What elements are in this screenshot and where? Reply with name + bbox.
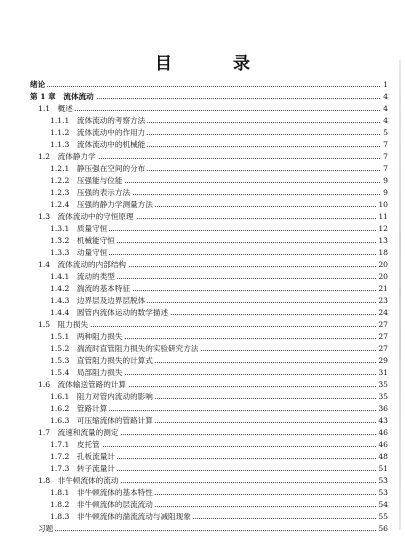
toc-entry bbox=[0, 343, 405, 355]
toc-entry-title: 1.6.3 可压缩流体的管路计算 bbox=[50, 416, 153, 425]
toc-entry-page: 46 bbox=[378, 440, 388, 449]
toc-entry-title: 1.7.3 转子流量计 bbox=[50, 464, 115, 473]
toc-entry bbox=[0, 523, 405, 535]
toc-entry-page: 46 bbox=[378, 428, 388, 437]
toc-entry-page: 4 bbox=[383, 104, 388, 113]
toc-entry-page: 51 bbox=[378, 464, 388, 473]
toc-entry-page: 1 bbox=[383, 80, 388, 89]
toc-entry-page: 29 bbox=[378, 356, 388, 365]
toc-entry-page: 11 bbox=[378, 212, 388, 221]
toc-entry-title: 1.5.4 局部阻力损失 bbox=[50, 368, 123, 377]
toc-entry-title: 1.7.2 孔板流量计 bbox=[50, 452, 115, 461]
toc-entry-page: 7 bbox=[383, 152, 388, 161]
toc-entry-title: 1.5.3 直管阻力损失的计算式 bbox=[50, 356, 153, 365]
toc-entry bbox=[0, 163, 405, 175]
toc-entry bbox=[0, 79, 405, 91]
toc-entry-page: 27 bbox=[378, 332, 388, 341]
toc-entry-page: 24 bbox=[378, 308, 388, 317]
toc-entry-title: 第 1 章 流体流动 bbox=[30, 92, 94, 101]
toc-entry-title: 1.8 非牛顿流体的流动 bbox=[38, 476, 119, 485]
toc-entry bbox=[0, 199, 405, 211]
toc-entry-title: 习题 bbox=[38, 524, 54, 533]
toc-entry-title: 1.8.3 非牛顿流体的湍流流动与减阻现象 bbox=[50, 512, 191, 521]
toc-entry-page: 18 bbox=[378, 248, 388, 257]
toc-entry-title: 1.3 流体流动中的守恒原理 bbox=[38, 212, 134, 221]
toc-entry-page: 27 bbox=[378, 344, 388, 353]
toc-entry bbox=[0, 487, 405, 499]
toc-entry-page: 36 bbox=[378, 404, 388, 413]
toc-entry-title: 1.3.1 质量守恒 bbox=[50, 224, 108, 233]
toc-entry-page: 27 bbox=[378, 320, 388, 329]
toc-entry-title: 绪论 bbox=[30, 80, 46, 89]
toc-entry bbox=[0, 151, 405, 163]
toc-entry-title: 1.2.3 压强的表示方法 bbox=[50, 188, 131, 197]
toc-entry bbox=[0, 259, 405, 271]
toc-entry-title: 1.8.1 非牛顿流体的基本特性 bbox=[50, 488, 153, 497]
toc-entry-title: 1.2.4 压强的静力学测量方法 bbox=[50, 200, 153, 209]
toc-entry-page: 56 bbox=[378, 524, 388, 533]
toc-entry-page: 53 bbox=[378, 476, 388, 485]
toc-entry-page: 9 bbox=[383, 188, 388, 197]
toc-entry bbox=[0, 379, 405, 391]
toc-entry-page: 35 bbox=[378, 380, 388, 389]
toc-entry-title: 1.5.1 两种阻力损失 bbox=[50, 332, 123, 341]
toc-entry bbox=[0, 223, 405, 235]
toc-entry-title: 1.1.1 流体流动的考察方法 bbox=[50, 116, 146, 125]
toc-entry-title: 1.4 流体流动的内部结构 bbox=[38, 260, 127, 269]
toc-entry-title: 1.4.2 湍流的基本特征 bbox=[50, 284, 131, 293]
toc-entry-title: 1.3.3 动量守恒 bbox=[50, 248, 108, 257]
toc-entry bbox=[0, 415, 405, 427]
toc-entry-page: 20 bbox=[378, 272, 388, 281]
toc-entry-title: 1.2 流体静力学 bbox=[38, 152, 96, 161]
toc-entry-title: 1.2.2 压强能与位能 bbox=[50, 176, 123, 185]
toc-entry bbox=[0, 319, 405, 331]
toc-entry bbox=[0, 283, 405, 295]
page-title: 目 录 bbox=[155, 54, 272, 74]
toc-entry bbox=[0, 295, 405, 307]
toc-entry bbox=[0, 439, 405, 451]
toc-entry-title: 1.4.1 流动的类型 bbox=[50, 272, 115, 281]
toc-entry-title: 1.5 阻力损失 bbox=[38, 320, 89, 329]
toc-entry-page: 55 bbox=[378, 512, 388, 521]
toc-entry-page: 4 bbox=[383, 116, 388, 125]
toc-entry bbox=[0, 235, 405, 247]
toc-entry-title: 1.6.2 管路计算 bbox=[50, 404, 108, 413]
toc-entry-title: 1.5.2 湍流时直管阻力损失的实验研究方法 bbox=[50, 344, 199, 353]
toc-entry bbox=[0, 367, 405, 379]
dot-leader bbox=[38, 326, 386, 327]
toc-entry bbox=[0, 271, 405, 283]
toc-entry bbox=[0, 103, 405, 115]
toc-entry bbox=[0, 91, 405, 103]
toc-entry-page: 23 bbox=[378, 296, 388, 305]
toc-entry bbox=[0, 511, 405, 523]
toc-entry bbox=[0, 451, 405, 463]
toc-entry-page: 53 bbox=[378, 488, 388, 497]
toc-entry-page: 20 bbox=[378, 260, 388, 269]
toc-entry-title: 1.1.2 流体流动中的作用力 bbox=[50, 128, 146, 137]
toc-entry-title: 1.4.4 圆管内流体运动的数学描述 bbox=[50, 308, 169, 317]
toc-entry bbox=[0, 499, 405, 511]
toc-entry bbox=[0, 331, 405, 343]
toc-entry-title: 1.2.1 静压强在空间的分布 bbox=[50, 164, 146, 173]
toc-entry bbox=[0, 427, 405, 439]
toc-entry-page: 4 bbox=[383, 92, 388, 101]
toc-entry bbox=[0, 475, 405, 487]
dot-leader bbox=[38, 110, 386, 111]
toc-entry bbox=[0, 403, 405, 415]
toc-entry-page: 35 bbox=[378, 392, 388, 401]
toc-entry-page: 31 bbox=[378, 368, 388, 377]
toc-entry-title: 1.7 流速和流量的测定 bbox=[38, 428, 119, 437]
toc-entry-page: 12 bbox=[378, 224, 388, 233]
page-edge-shadow bbox=[399, 60, 401, 530]
toc-entry-page: 10 bbox=[378, 200, 388, 209]
toc-entry bbox=[0, 391, 405, 403]
toc-entry bbox=[0, 463, 405, 475]
toc-entry bbox=[0, 139, 405, 151]
toc-entry-title: 1.6.1 阻力对管内流动的影响 bbox=[50, 392, 153, 401]
toc-entry bbox=[0, 127, 405, 139]
toc-entry-title: 1.4.3 边界层及边界层脱体 bbox=[50, 296, 146, 305]
toc-entry-page: 7 bbox=[383, 164, 388, 173]
toc-entry-page: 21 bbox=[378, 284, 388, 293]
toc-entry bbox=[0, 307, 405, 319]
toc-entry-page: 43 bbox=[378, 416, 388, 425]
toc-entry-title: 1.1.3 流体流动中的机械能 bbox=[50, 140, 146, 149]
toc-entry-title: 1.1 概述 bbox=[38, 104, 73, 113]
dot-leader bbox=[38, 530, 386, 531]
toc-entry bbox=[0, 187, 405, 199]
toc-entry-title: 1.3.2 机械能守恒 bbox=[50, 236, 115, 245]
toc-entry-page: 9 bbox=[383, 176, 388, 185]
toc-entry bbox=[0, 115, 405, 127]
toc-entry bbox=[0, 355, 405, 367]
toc-entry-page: 13 bbox=[378, 236, 388, 245]
toc-entry bbox=[0, 175, 405, 187]
toc-entry-page: 54 bbox=[378, 500, 388, 509]
toc-entry-title: 1.6 流体输送管路的计算 bbox=[38, 380, 127, 389]
toc-entry bbox=[0, 247, 405, 259]
toc-entry-title: 1.8.2 非牛顿流体的层流流动 bbox=[50, 500, 153, 509]
toc-entry bbox=[0, 211, 405, 223]
dot-leader bbox=[30, 86, 386, 87]
toc-entry-page: 7 bbox=[383, 140, 388, 149]
toc-entry-page: 48 bbox=[378, 452, 388, 461]
toc-entry-page: 5 bbox=[383, 128, 388, 137]
toc-entry-title: 1.7.1 皮托管 bbox=[50, 440, 100, 449]
